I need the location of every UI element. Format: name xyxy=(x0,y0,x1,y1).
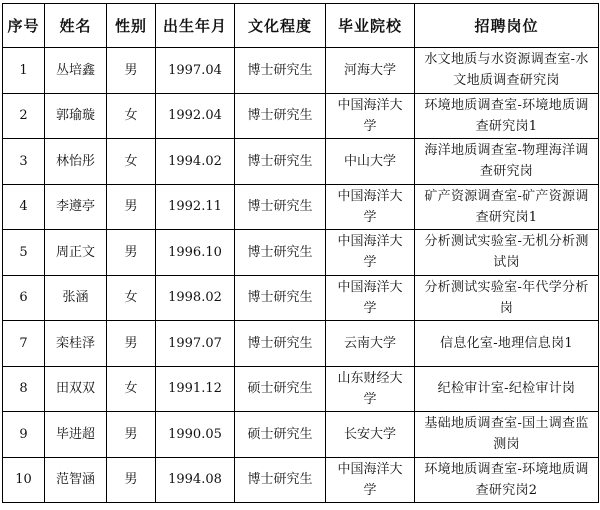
cell-seq: 2 xyxy=(3,93,45,139)
cell-seq: 9 xyxy=(3,412,45,458)
cell-birth: 1992.04 xyxy=(156,93,235,139)
header-education: 文化程度 xyxy=(235,4,326,48)
table-row xyxy=(3,321,599,367)
cell-school: 河海大学 xyxy=(326,48,415,94)
cell-school: 中山大学 xyxy=(326,139,415,185)
cell-education: 博士研究生 xyxy=(235,230,326,276)
cell-post: 环境地质调查室-环境地质调查研究岗2 xyxy=(415,457,599,503)
cell-seq: 5 xyxy=(3,230,45,276)
recruitment-table-container xyxy=(2,3,599,503)
header-name: 姓名 xyxy=(45,4,107,48)
cell-post: 水文地质与水资源调查室-水文地质调查研究岗 xyxy=(415,48,599,94)
cell-post: 信息化室-地理信息岗1 xyxy=(415,321,599,367)
table-row xyxy=(3,93,599,139)
cell-seq: 8 xyxy=(3,366,45,412)
cell-birth: 1998.02 xyxy=(156,275,235,321)
cell-post: 分析测试实验室-年代学分析岗 xyxy=(415,275,599,321)
table-row xyxy=(3,184,599,230)
cell-name: 张涵 xyxy=(45,275,107,321)
cell-gender: 男 xyxy=(107,48,156,94)
cell-post: 纪检审计室-纪检审计岗 xyxy=(415,366,599,412)
cell-seq: 1 xyxy=(3,48,45,94)
header-post: 招聘岗位 xyxy=(415,4,599,48)
cell-seq: 6 xyxy=(3,275,45,321)
cell-education: 硕士研究生 xyxy=(235,366,326,412)
cell-post: 环境地质调查室-环境地质调查研究岗1 xyxy=(415,93,599,139)
table-row xyxy=(3,48,599,94)
cell-gender: 女 xyxy=(107,93,156,139)
cell-gender: 男 xyxy=(107,457,156,503)
cell-education: 博士研究生 xyxy=(235,48,326,94)
cell-education: 博士研究生 xyxy=(235,457,326,503)
cell-name: 丛培鑫 xyxy=(45,48,107,94)
table-row xyxy=(3,139,599,185)
cell-gender: 男 xyxy=(107,184,156,230)
table-row xyxy=(3,275,599,321)
cell-school: 长安大学 xyxy=(326,412,415,458)
cell-gender: 男 xyxy=(107,412,156,458)
cell-gender: 女 xyxy=(107,275,156,321)
cell-gender: 女 xyxy=(107,139,156,185)
cell-seq: 4 xyxy=(3,184,45,230)
cell-name: 李遵亭 xyxy=(45,184,107,230)
cell-name: 周正文 xyxy=(45,230,107,276)
cell-education: 博士研究生 xyxy=(235,321,326,367)
cell-gender: 男 xyxy=(107,321,156,367)
cell-birth: 1994.08 xyxy=(156,457,235,503)
cell-education: 硕士研究生 xyxy=(235,412,326,458)
cell-birth: 1990.05 xyxy=(156,412,235,458)
table-row xyxy=(3,230,599,276)
cell-birth: 1996.10 xyxy=(156,230,235,276)
cell-school: 山东财经大学 xyxy=(326,366,415,412)
table-row xyxy=(3,412,599,458)
header-birth: 出生年月 xyxy=(156,4,235,48)
cell-seq: 3 xyxy=(3,139,45,185)
header-gender: 性别 xyxy=(107,4,156,48)
cell-education: 博士研究生 xyxy=(235,275,326,321)
cell-gender: 男 xyxy=(107,230,156,276)
cell-birth: 1994.02 xyxy=(156,139,235,185)
recruitment-table xyxy=(2,3,599,503)
header-row xyxy=(3,4,599,48)
cell-education: 博士研究生 xyxy=(235,93,326,139)
table-row xyxy=(3,457,599,503)
cell-name: 栾桂泽 xyxy=(45,321,107,367)
cell-name: 郭瑜璇 xyxy=(45,93,107,139)
cell-school: 中国海洋大学 xyxy=(326,93,415,139)
cell-post: 矿产资源调查室-矿产资源调查研究岗1 xyxy=(415,184,599,230)
cell-gender: 女 xyxy=(107,366,156,412)
header-seq: 序号 xyxy=(3,4,45,48)
cell-post: 分析测试实验室-无机分析测试岗 xyxy=(415,230,599,276)
cell-seq: 7 xyxy=(3,321,45,367)
cell-education: 博士研究生 xyxy=(235,184,326,230)
cell-school: 中国海洋大学 xyxy=(326,275,415,321)
cell-post: 海洋地质调查室-物理海洋调查研究岗 xyxy=(415,139,599,185)
cell-school: 中国海洋大学 xyxy=(326,230,415,276)
cell-name: 林怡彤 xyxy=(45,139,107,185)
cell-education: 博士研究生 xyxy=(235,139,326,185)
cell-school: 云南大学 xyxy=(326,321,415,367)
cell-school: 中国海洋大学 xyxy=(326,457,415,503)
cell-birth: 1992.11 xyxy=(156,184,235,230)
cell-school: 中国海洋大学 xyxy=(326,184,415,230)
cell-seq: 10 xyxy=(3,457,45,503)
cell-post: 基础地质调查室-国土调查监测岗 xyxy=(415,412,599,458)
cell-birth: 1997.07 xyxy=(156,321,235,367)
cell-name: 毕进超 xyxy=(45,412,107,458)
table-row xyxy=(3,366,599,412)
cell-birth: 1997.04 xyxy=(156,48,235,94)
cell-name: 范智涵 xyxy=(45,457,107,503)
header-school: 毕业院校 xyxy=(326,4,415,48)
cell-birth: 1991.12 xyxy=(156,366,235,412)
cell-name: 田双双 xyxy=(45,366,107,412)
table-body xyxy=(3,48,599,503)
